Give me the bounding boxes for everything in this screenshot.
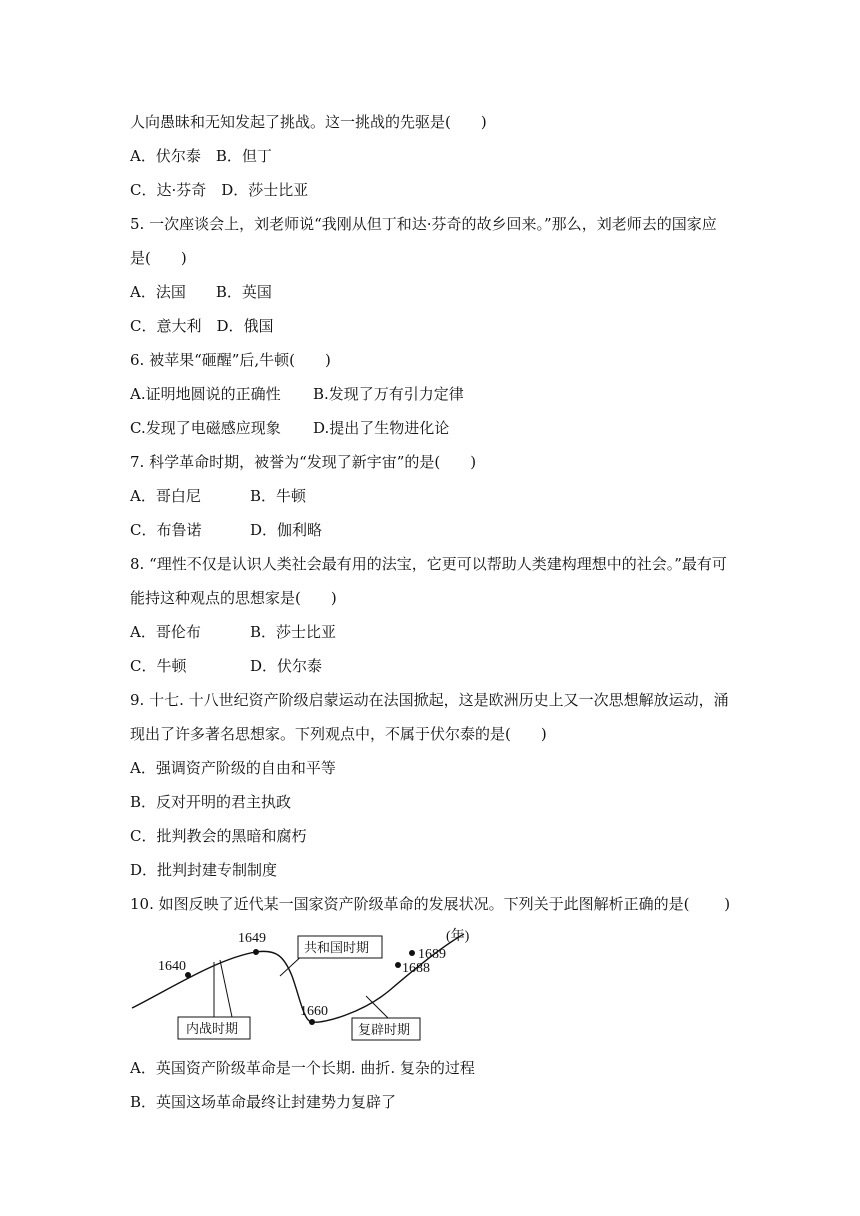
q4-stem-continued: 人向愚昧和无知发起了挑战。这一挑战的先驱是( ) <box>130 113 487 131</box>
q6-option-c: C.发现了电磁感应现象 <box>130 419 281 437</box>
unit-label: (年) <box>446 929 470 944</box>
q9-option-b: B．反对开明的君主执政 <box>130 793 292 811</box>
year-label-1660: 1660 <box>300 1004 328 1019</box>
q6-option-b: B.发现了万有引力定律 <box>313 385 464 403</box>
q5-stem: 5. 一次座谈会上，刘老师说“我刚从但丁和达·芬奇的故乡回来。”那么，刘老师去的国家应 <box>130 215 717 233</box>
q7-option-b: B．牛顿 <box>250 487 307 505</box>
q9-option-a: A．强调资产阶级的自由和平等 <box>130 759 336 777</box>
q6-option-d: D.提出了生物进化论 <box>313 419 450 437</box>
q7-option-d: D．伽利略 <box>250 521 323 539</box>
q8-option-d: D．伏尔泰 <box>250 657 323 675</box>
q8-option-c: C．牛顿 <box>130 657 187 675</box>
revolution-timeline-diagram <box>128 920 488 1050</box>
q8-stem-continued: 能持这种观点的思想家是( ) <box>130 589 337 607</box>
q7-stem: 7. 科学革命时期，被誉为“发现了新宇宙”的是( ) <box>130 453 477 471</box>
year-label-1649: 1649 <box>238 931 266 946</box>
q7-option-a: A．哥白尼 <box>130 487 201 505</box>
year-label-1689: 1689 <box>418 947 446 962</box>
q9-option-d: D．批判封建专制制度 <box>130 861 278 879</box>
q10-option-a: A．英国资产阶级革命是一个长期. 曲折. 复杂的过程 <box>130 1059 475 1077</box>
q9-stem-continued: 现出了许多著名思想家。下列观点中，不属于伏尔泰的是( ) <box>130 725 547 743</box>
civil-war-label: 内战时期 <box>186 1022 239 1037</box>
q9-stem: 9. 十七. 十八世纪资产阶级启蒙运动在法国掀起，这是欧洲历史上又一次思想解放运动，涌 <box>130 691 729 709</box>
q5-options-ab: A．法国 B．英国 <box>130 283 272 301</box>
point-1689 <box>409 950 415 956</box>
q5-options-cd: C．意大利 D．俄国 <box>130 317 274 335</box>
q5-stem-continued: 是( ) <box>130 249 187 267</box>
restoration-label: 复辟时期 <box>358 1023 411 1038</box>
q4-options-cd: C．达·芬奇 D．莎士比亚 <box>130 181 309 199</box>
q8-option-a: A．哥伦布 <box>130 623 201 641</box>
point-1688 <box>395 962 401 968</box>
q4-options-ab: A．伏尔泰 B．但丁 <box>130 147 272 165</box>
point-1660 <box>309 1019 315 1025</box>
q9-option-c: C．批判教会的黑暗和腐朽 <box>130 827 307 845</box>
q6-stem: 6. 被苹果“砸醒”后,牛顿( ) <box>130 351 331 369</box>
q8-stem: 8. “理性不仅是认识人类社会最有用的法宝，它更可以帮助人类建构理想中的社会。”最有可 <box>130 555 727 573</box>
q6-option-a: A.证明地圆说的正确性 <box>130 385 281 403</box>
year-label-1640: 1640 <box>158 959 186 974</box>
point-1649 <box>253 949 259 955</box>
republic-label: 共和国时期 <box>304 941 370 956</box>
q8-option-b: B．莎士比亚 <box>250 623 337 641</box>
q10-stem: 10. 如图反映了近代某一国家资产阶级革命的发展状况。下列关于此图解析正确的是( ) <box>130 895 731 913</box>
q7-option-c: C．布鲁诺 <box>130 521 202 539</box>
q10-option-b: B．英国这场革命最终让封建势力复辟了 <box>130 1093 397 1111</box>
year-label-1688: 1688 <box>402 961 430 976</box>
